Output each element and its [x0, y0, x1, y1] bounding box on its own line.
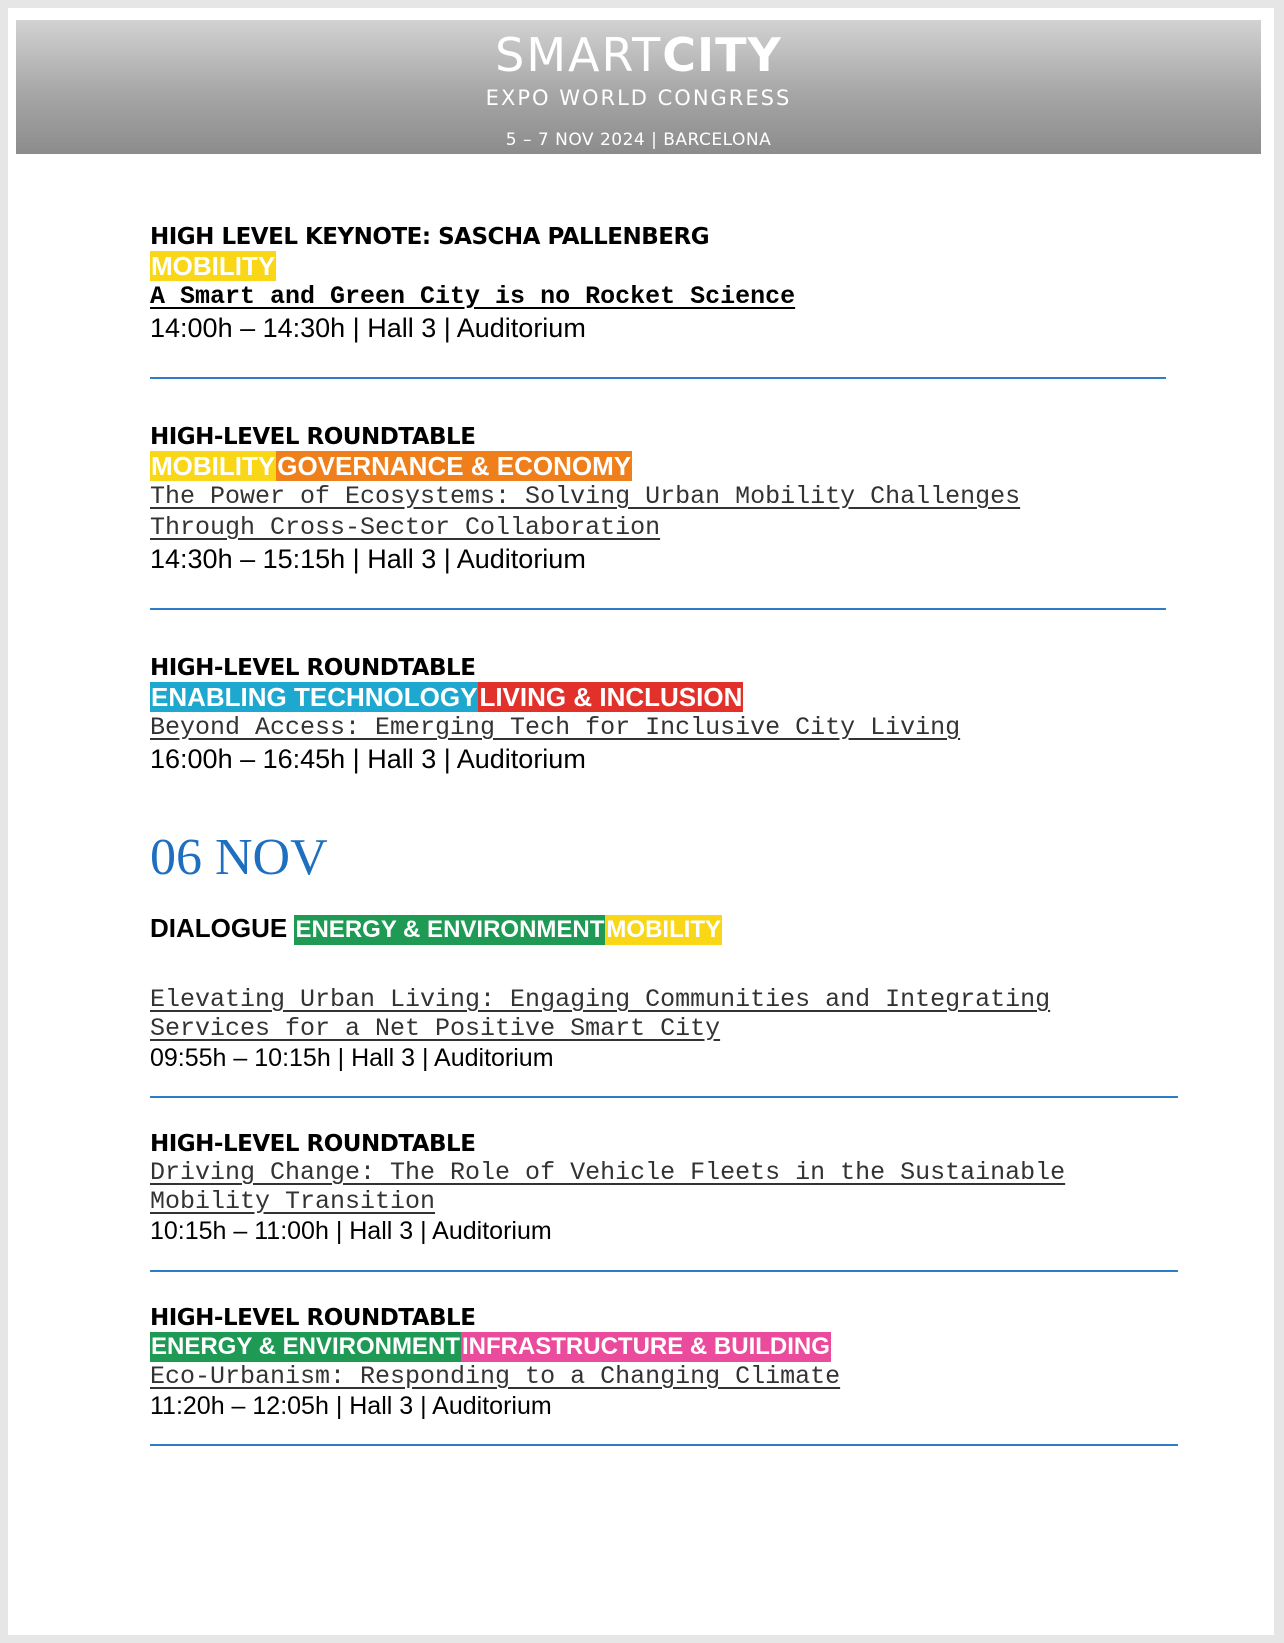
session-title-line[interactable]: The Power of Ecosystems: Solving Urban Mobility Challenges	[150, 482, 1021, 511]
session-time-location: 09:55h – 10:15h | Hall 3 | Auditorium	[150, 1044, 554, 1072]
tag-infrastructure-building: INFRASTRUCTURE & BUILDING	[461, 1333, 830, 1360]
session-title[interactable]	[150, 481, 1020, 543]
session-time-location: 14:00h – 14:30h | Hall 3 | Auditorium	[150, 313, 586, 343]
session-title[interactable]	[150, 985, 1050, 1043]
tag-energy-environment: ENERGY & ENVIRONMENT	[151, 1333, 460, 1360]
session-title[interactable]	[150, 281, 795, 312]
session-title-line[interactable]: Eco-Urbanism: Responding to a Changing Climate	[150, 1362, 841, 1391]
session-tags	[150, 251, 795, 281]
session-title-line[interactable]: Through Cross-Sector Collaboration	[150, 513, 661, 542]
event-logo: SMARTCITY	[495, 28, 782, 82]
day-heading: 06 NOV	[150, 829, 328, 886]
tag-living-inclusion: LIVING & INCLUSION	[479, 682, 743, 712]
session-kind: HIGH LEVEL KEYNOTE: SASCHA PALLENBERG	[150, 224, 710, 250]
tag-mobility: MOBILITY	[151, 251, 276, 281]
tag-mobility: MOBILITY	[151, 451, 276, 481]
session-title-line[interactable]: Services for a Net Positive Smart City	[150, 1014, 721, 1043]
session-dialogue	[150, 913, 722, 945]
session-tags	[150, 1332, 840, 1362]
session-title[interactable]	[150, 712, 960, 743]
session-tags	[150, 682, 960, 712]
separator	[150, 1444, 1178, 1446]
session-keynote	[150, 223, 795, 344]
session-time-location: 14:30h – 15:15h | Hall 3 | Auditorium	[150, 544, 586, 574]
session-time-location: 11:20h – 12:05h | Hall 3 | Auditorium	[150, 1392, 552, 1420]
session-roundtable-access	[150, 654, 960, 775]
separator	[150, 1096, 1178, 1098]
session-title-line[interactable]: Driving Change: The Role of Vehicle Fleets in the Sustainable	[150, 1158, 1066, 1187]
tag-enabling-technology: ENABLING TECHNOLOGY	[151, 682, 478, 712]
session-title-line[interactable]: Beyond Access: Emerging Tech for Inclusive City Living	[150, 713, 961, 742]
tag-governance-economy: GOVERNANCE & ECONOMY	[277, 451, 632, 481]
session-kind: HIGH-LEVEL ROUNDTABLE	[150, 424, 476, 450]
session-title-line[interactable]: Elevating Urban Living: Engaging Communities and Integrating	[150, 985, 1051, 1014]
session-kind: DIALOGUE	[150, 913, 288, 943]
session-kind: HIGH-LEVEL ROUNDTABLE	[150, 1305, 476, 1331]
session-roundtable-eco-urbanism	[150, 1304, 840, 1421]
session-roundtable-ecosystems	[150, 423, 1020, 575]
session-tags	[150, 913, 722, 945]
tag-energy-environment: ENERGY & ENVIRONMENT	[295, 916, 605, 943]
session-tags	[150, 451, 1020, 481]
session-kind: HIGH-LEVEL ROUNDTABLE	[150, 1131, 476, 1157]
event-subtitle: EXPO WORLD CONGRESS	[485, 86, 792, 110]
session-time-location: 16:00h – 16:45h | Hall 3 | Auditorium	[150, 744, 586, 774]
session-title[interactable]	[150, 1158, 1065, 1216]
session-title-line[interactable]: A Smart and Green City is no Rocket Science	[150, 282, 796, 311]
event-banner	[16, 20, 1261, 154]
session-kind: HIGH-LEVEL ROUNDTABLE	[150, 655, 476, 681]
session-title-line[interactable]: Mobility Transition	[150, 1187, 436, 1216]
session-dialogue-details	[150, 985, 1050, 1073]
session-title[interactable]	[150, 1362, 840, 1391]
tag-mobility: MOBILITY	[606, 916, 722, 943]
event-date-place: 5 – 7 NOV 2024 | BARCELONA	[505, 130, 772, 150]
separator	[150, 608, 1166, 610]
session-roundtable-fleets	[150, 1130, 1065, 1246]
separator	[150, 377, 1166, 379]
session-time-location: 10:15h – 11:00h | Hall 3 | Auditorium	[150, 1217, 552, 1245]
separator	[150, 1270, 1178, 1272]
